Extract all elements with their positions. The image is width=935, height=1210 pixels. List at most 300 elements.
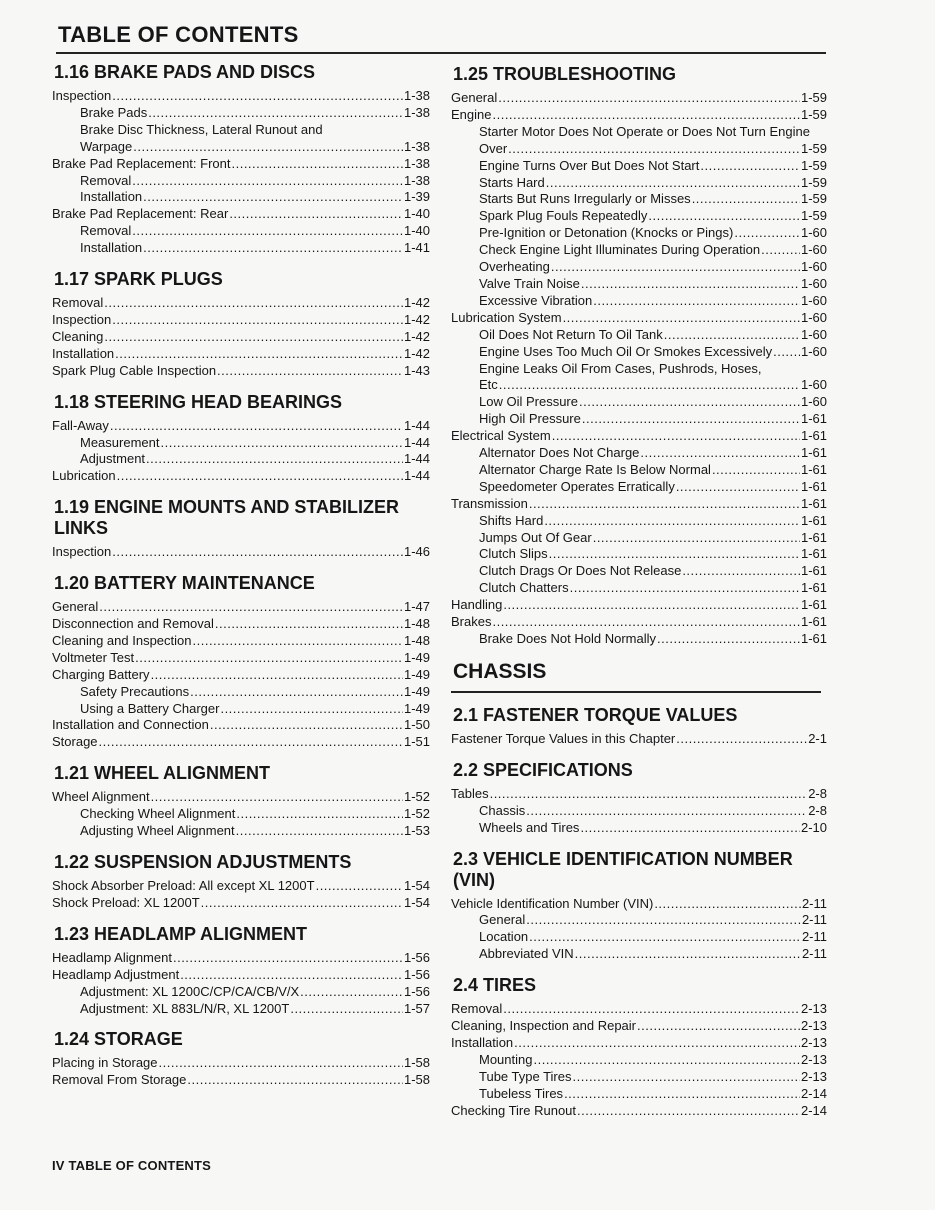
dot-leader [132,223,403,240]
section-heading: 1.20 BATTERY MAINTENANCE [54,573,315,594]
title-divider [56,52,826,54]
entry-title: Clutch Drags Or Does Not Release [479,563,682,579]
toc-entry[interactable] [52,223,430,240]
dot-leader [151,667,403,684]
entry-title: Spark Plug Fouls Repeatedly [479,208,648,224]
toc-entry[interactable] [451,344,827,361]
dot-leader [215,616,403,633]
dot-leader [514,1035,800,1052]
dot-leader [135,650,403,667]
entry-page-number: 1-44 [403,468,430,484]
dot-leader [236,823,403,840]
toc-left-column [52,58,430,1101]
dot-leader [492,107,799,124]
toc-entry[interactable] [451,479,827,496]
dot-leader [580,820,800,837]
toc-entry[interactable] [52,189,430,206]
entry-page-number: 1-60 [800,309,827,325]
entry-title: Excessive Vibration [479,292,593,308]
toc-entry[interactable] [451,90,827,107]
toc-entry[interactable] [451,1052,827,1069]
entry-title: Inspection [52,88,112,103]
entry-title: Installation and Connection [52,717,209,733]
entry-title: General [52,599,99,615]
entry-page-number: 1-56 [403,983,430,999]
entry-page-number: 1-58 [403,1055,430,1071]
entry-title: Starts Hard [479,174,545,190]
entry-title: Electrical System [451,428,551,444]
entry-page-number: 1-61 [800,631,827,646]
dot-leader [563,310,800,327]
entry-page-number: 2-14 [800,1102,827,1118]
dot-leader [133,139,403,156]
toc-entry[interactable] [52,544,430,561]
toc-entry[interactable] [52,295,430,312]
dot-leader [104,329,403,346]
toc-section [52,269,430,380]
dot-leader [229,206,403,223]
entry-title: Disconnection and Removal [52,616,214,632]
entry-page-number: 1-38 [403,138,430,154]
entry-page-number: 1-42 [403,311,430,327]
entry-page-number: 1-61 [800,478,827,494]
toc-entry[interactable] [52,173,430,190]
toc-entry[interactable] [451,293,827,310]
dot-leader [573,1069,800,1086]
dot-leader [593,293,800,310]
section-heading: 1.22 SUSPENSION ADJUSTMENTS [54,852,352,872]
entry-title: Speedometer Operates Erratically [479,478,675,494]
dot-leader [132,173,403,190]
entry-title: Brake Pad Replacement: Front [52,155,231,171]
dot-leader [712,462,800,479]
dot-leader [490,786,808,803]
toc-entry[interactable] [451,912,827,929]
toc-entry[interactable] [451,631,827,648]
entry-page-number: 1-61 [800,428,827,444]
toc-entry[interactable] [52,633,430,650]
toc-entry[interactable] [451,896,827,913]
entry-page-number: 1-48 [403,616,430,632]
dot-leader [236,806,403,823]
entry-title: Tubeless Tires [479,1085,564,1101]
entry-page-number: 1-58 [403,1072,430,1088]
dot-leader [761,242,800,259]
toc-entry[interactable] [451,580,827,597]
toc-entry[interactable] [451,1018,827,1035]
entry-title: Installation [52,345,115,361]
dot-leader [112,544,403,561]
entry-page-number: 1-59 [800,140,827,156]
toc-entry[interactable] [451,563,827,580]
entry-title: Clutch Chatters [479,580,569,596]
dot-leader [657,631,800,648]
entry-page-number: 1-59 [800,208,827,224]
dot-leader [159,1055,403,1072]
toc-entry[interactable] [451,310,827,327]
toc-entry[interactable] [451,546,827,563]
entry-page-number: 1-49 [403,649,430,665]
page-footer: IV TABLE OF CONTENTS [52,1158,212,1173]
entry-page-number: 1-60 [800,343,827,359]
entry-title: Vehicle Identification Number (VIN) [451,895,654,911]
entry-title: Overheating [479,259,550,275]
entry-title: Measurement [80,434,160,450]
toc-entry[interactable] [451,614,827,631]
entry-page-number: 1-42 [403,345,430,361]
dot-leader [549,546,800,563]
entry-title: Voltmeter Test [52,649,135,665]
toc-entry[interactable] [451,530,827,547]
entry-title: Brake Pad Replacement: Rear [52,206,229,222]
dot-leader [570,580,800,597]
entry-page-number: 1-56 [403,949,430,965]
dot-leader [503,1001,800,1018]
dot-leader [300,984,403,1001]
entry-page-number: 2-13 [800,1018,827,1034]
entry-title: Lubrication System [451,309,562,325]
entry-title: Safety Precautions [80,683,190,699]
entry-page-number: 1-59 [800,106,827,122]
toc-entry[interactable] [451,259,827,276]
section-heading: 1.21 WHEEL ALIGNMENT [54,763,271,784]
toc-entry[interactable] [451,276,827,293]
entry-title: Charging Battery [52,666,150,682]
dot-leader [187,1072,403,1089]
toc-entry[interactable] [451,158,827,175]
dot-leader [526,803,807,820]
toc-entry[interactable] [451,462,827,479]
section-heading: 2.3 VEHICLE IDENTIFICATION NUMBER (VIN) [453,848,793,890]
toc-entry[interactable] [451,107,827,124]
entry-page-number: 2-13 [800,1068,827,1084]
entry-page-number: 1-60 [800,275,827,291]
entry-page-number: 1-61 [800,614,827,630]
dot-leader [676,731,807,748]
entry-page-number: 1-60 [800,225,827,241]
entry-page-number: 2-13 [800,1034,827,1050]
section-heading: 1.24 STORAGE [54,1029,183,1050]
toc-section [52,1029,430,1089]
entry-title: General [451,90,498,105]
entry-page-number: 1-61 [800,445,827,461]
entry-title: Engine [451,106,492,122]
entry-page-number: 1-59 [800,191,827,207]
entry-title: Spark Plug Cable Inspection [52,362,217,378]
entry-page-number: 1-61 [800,597,827,613]
section-heading: 2.1 FASTENER TORQUE VALUES [453,704,738,725]
dot-leader [316,878,403,895]
entry-page-number: 1-49 [403,683,430,699]
dot-leader [700,158,800,175]
toc-right-column [451,60,827,1132]
entry-title: High Oil Pressure [479,411,581,427]
toc-entry[interactable] [52,346,430,363]
entry-title: Tube Type Tires [479,1068,572,1084]
toc-entry[interactable] [451,496,827,513]
toc-entry[interactable] [451,820,827,837]
section-heading: 1.19 ENGINE MOUNTS AND STABILIZER LINKS [54,497,400,539]
toc-entry[interactable] [52,616,430,633]
entry-title: Wheels and Tires [479,819,580,835]
toc-entry[interactable] [52,418,430,435]
entry-title: Alternator Charge Rate Is Below Normal [479,461,711,477]
entry-page-number: 1-44 [403,417,430,433]
dot-leader [290,1001,403,1018]
toc-entry[interactable] [52,823,430,840]
entry-title: Location [479,929,529,945]
dot-leader [143,240,403,257]
dot-leader [579,394,800,411]
toc-entry[interactable] [52,950,430,967]
toc-section [52,62,430,257]
entry-page-number: 1-50 [403,717,430,733]
entry-page-number: 1-38 [403,104,430,120]
entry-title: Engine Uses Too Much Oil Or Smokes Excessively [479,343,773,359]
toc-entry[interactable] [52,667,430,684]
dot-leader [110,418,403,435]
entry-title: Brake Does Not Hold Normally [479,631,657,646]
dot-leader [499,377,800,394]
toc-entry[interactable] [451,411,827,428]
toc-entry[interactable] [52,967,430,984]
toc-entry[interactable] [52,599,430,616]
entry-page-number: 1-61 [800,546,827,562]
toc-entry[interactable] [451,1103,827,1120]
entry-title: Cleaning [52,328,104,344]
entry-title: Shock Absorber Preload: All except XL 1200T [52,878,315,893]
dot-leader [640,445,800,462]
toc-entry[interactable] [451,803,827,820]
entry-title: Handling [451,597,503,613]
entry-title: Adjustment [80,451,146,467]
entry-page-number: 1-48 [403,632,430,648]
toc-entry[interactable] [52,1072,430,1089]
dot-leader [217,363,403,380]
entry-page-number: 1-42 [403,295,430,311]
toc-entry[interactable] [451,377,827,394]
toc-entry[interactable] [52,451,430,468]
entry-page-number: 1-61 [800,461,827,477]
toc-entry[interactable] [451,731,827,748]
entry-page-number: 2-1 [808,730,827,746]
entry-page-number: 1-38 [403,155,430,171]
dot-leader [503,597,800,614]
dot-leader [552,428,800,445]
page-title: TABLE OF CONTENTS [58,22,299,47]
entry-title: Warpage [80,138,133,154]
toc-entry[interactable] [52,895,430,912]
entry-title: Lubrication [52,468,116,484]
dot-leader [593,530,800,547]
entry-page-number: 1-39 [403,189,430,205]
toc-entry[interactable] [52,329,430,346]
dot-leader [210,717,403,734]
entry-title: Wheel Alignment [52,789,150,805]
entry-title: Shock Preload: XL 1200T [52,894,200,910]
toc-entry[interactable] [52,156,430,173]
entry-title: Alternator Does Not Charge [479,445,640,461]
entry-page-number: 1-60 [800,394,827,410]
dot-leader [564,1086,800,1103]
entry-page-number: 1-52 [403,806,430,822]
entry-page-number: 2-11 [801,895,827,911]
entry-page-number: 2-11 [801,912,827,928]
entry-title: Brake Pads [80,104,148,120]
toc-entry[interactable] [52,363,430,380]
dot-leader [654,896,801,913]
toc-entry[interactable] [451,242,827,259]
entry-page-number: 1-46 [403,544,430,560]
entry-page-number: 1-61 [800,411,827,427]
part-heading-chassis: CHASSIS [453,659,547,683]
entry-page-number: 1-49 [403,666,430,682]
section-heading: 1.23 HEADLAMP ALIGNMENT [54,923,308,944]
toc-entry[interactable] [451,141,827,158]
toc-section [52,924,430,1018]
toc-entry[interactable] [451,786,827,803]
entry-title: Mounting [479,1051,533,1067]
entry-title: Cleaning and Inspection [52,632,192,648]
entry-page-number: 1-59 [800,157,827,173]
entry-title: Chassis [479,802,526,818]
entry-page-number: 1-38 [403,172,430,188]
toc-entry[interactable] [52,878,430,895]
toc-entry[interactable] [451,191,827,208]
entry-title: Transmission [451,495,528,511]
toc-section [52,392,430,486]
entry-title: Tables [451,785,489,801]
toc-entry[interactable] [451,946,827,963]
toc-entry[interactable] [451,1069,827,1086]
toc-entry[interactable] [52,806,430,823]
toc-entry[interactable] [52,984,430,1001]
dot-leader [115,346,403,363]
dot-leader [526,912,801,929]
entry-page-number: 1-43 [403,362,430,378]
toc-entry[interactable] [52,312,430,329]
dot-leader [648,208,800,225]
toc-entry[interactable] [451,175,827,192]
dot-leader [112,88,403,105]
dot-leader [190,684,403,701]
dot-leader [529,496,800,513]
toc-entry[interactable] [52,717,430,734]
toc-entry[interactable] [451,445,827,462]
toc-entry[interactable] [52,1001,430,1018]
entry-title: Starts But Runs Irregularly or Misses [479,191,691,207]
entry-title: Adjustment: XL 883L/N/R, XL 1200T [80,1000,290,1016]
entry-page-number: 1-40 [403,223,430,239]
toc-entry[interactable] [52,206,430,223]
entry-page-number: 2-11 [801,929,827,945]
dot-leader [664,327,800,344]
dot-leader [117,468,403,485]
toc-entry[interactable] [52,650,430,667]
entry-title: Oil Does Not Return To Oil Tank [479,326,663,342]
entry-title: Adjustment: XL 1200C/CP/CA/CB/V/X [80,983,300,999]
dot-leader [112,312,403,329]
entry-title: Jumps Out Of Gear [479,529,592,545]
entry-title: General [479,912,526,928]
toc-entry[interactable] [451,1001,827,1018]
dot-leader [180,967,403,984]
entry-title: Headlamp Alignment [52,949,172,965]
toc-entry[interactable] [451,208,827,225]
entry-title: Valve Train Noise [479,275,580,291]
entry-page-number: 2-8 [808,802,827,818]
entry-title: Removal [80,223,132,239]
dot-leader [682,563,800,580]
dot-leader [533,1052,799,1069]
toc-entry[interactable] [52,468,430,485]
part-divider [451,691,821,693]
toc-entry[interactable] [451,1035,827,1052]
entry-title: Cleaning, Inspection and Repair [451,1018,637,1034]
toc-entry[interactable] [451,327,827,344]
entry-title: Abbreviated VIN [479,946,574,962]
toc-entry[interactable] [451,124,827,141]
toc-entry[interactable] [52,122,430,139]
toc-entry[interactable] [52,701,430,718]
entry-page-number: 2-14 [800,1085,827,1101]
toc-entry[interactable] [52,435,430,452]
dot-leader [529,929,801,946]
toc-entry[interactable] [451,1086,827,1103]
entry-title: Fall-Away [52,417,109,433]
section-heading: 2.2 SPECIFICATIONS [453,759,633,780]
toc-entry[interactable] [52,139,430,156]
toc-entry[interactable] [451,428,827,445]
entry-page-number: 1-60 [800,259,827,275]
toc-section [52,497,430,561]
dot-leader [508,141,800,158]
toc-entry[interactable] [52,789,430,806]
entry-title: Adjusting Wheel Alignment [80,823,235,839]
toc-entry[interactable] [451,513,827,530]
entry-title: Removal [52,295,104,311]
toc-entry[interactable] [451,225,827,242]
toc-entry[interactable] [52,734,430,751]
entry-title: Checking Wheel Alignment [80,806,236,822]
toc-entry[interactable] [52,684,430,701]
toc-entry[interactable] [451,597,827,614]
dot-leader [575,946,801,963]
toc-entry[interactable] [451,394,827,411]
section-heading: 2.4 TIRES [453,975,537,996]
entry-page-number: 1-54 [403,894,430,910]
entry-page-number: 1-57 [403,1000,430,1016]
toc-entry[interactable] [451,361,827,378]
dot-leader [160,435,402,452]
toc-entry[interactable] [451,929,827,946]
entry-page-number: 2-8 [808,785,827,801]
dot-leader [676,479,800,496]
dot-leader [498,90,800,107]
entry-title: Headlamp Adjustment [52,966,180,982]
entry-page-number: 2-13 [800,1001,827,1017]
toc-entry[interactable] [52,240,430,257]
toc-entry[interactable] [52,105,430,122]
toc-entry[interactable] [52,1055,430,1072]
dot-leader [581,276,800,293]
entry-page-number: 1-52 [403,789,430,805]
entry-title: Over [479,140,508,156]
entry-title: Inspection [52,544,112,560]
entry-title: Clutch Slips [479,546,548,562]
entry-title: Shifts Hard [479,512,544,528]
toc-entry[interactable] [52,88,430,105]
